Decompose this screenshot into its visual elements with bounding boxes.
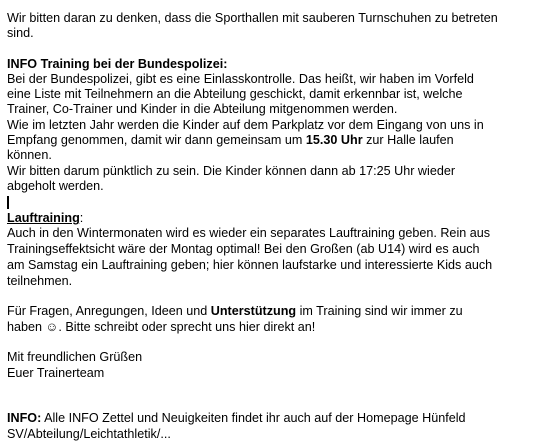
fragen-line-2: haben ☺. Bitte schreibt oder sprecht uns hier direkt an! [7, 320, 316, 334]
fragen-text-after: im Training sind wir immer zu [296, 304, 463, 318]
info-line-2: SV/Abteilung/Leichtathletik/... [7, 427, 171, 441]
bundespolizei-heading: INFO Training bei der Bundespolizei: [7, 57, 228, 71]
lauftraining-heading-line [7, 211, 83, 226]
text-cursor [7, 196, 9, 209]
unterstuetzung-word: Unterstützung [210, 304, 297, 318]
fragen-line-1 [7, 304, 463, 319]
bundespolizei-line-1: Bei der Bundespolizei, gibt es eine Einlasskontrolle. Das heißt, wir haben im Vorfeld [7, 72, 474, 86]
start-time: 15.30 Uhr [305, 133, 363, 147]
info-label: INFO: [7, 411, 42, 425]
lauftraining-heading: Lauftraining [7, 211, 80, 225]
lauftraining-line-1: Auch in den Wintermonaten wird es wieder ein separates Lauftraining geben. Rein aus [7, 226, 491, 240]
heading-colon: : [79, 211, 84, 225]
bundespolizei-line-6: können. [7, 148, 52, 162]
lauftraining-line-4: teilnehmen. [7, 274, 73, 288]
signature-line: Euer Trainerteam [7, 366, 105, 380]
intro-line-1: Wir bitten daran zu denken, dass die Sporthallen mit sauberen Turnschuhen zu betreten [7, 11, 498, 25]
greeting-line: Mit freundlichen Grüßen [7, 350, 143, 364]
time-text-after: zur Halle laufen [362, 133, 454, 147]
info-text: Alle INFO Zettel und Neuigkeiten findet ihr auch auf der Homepage Hünfeld [41, 411, 466, 425]
lauftraining-line-2: Trainingseffektsicht wäre der Montag optimal! Bei den Großen (ab U14) wird es auch [7, 242, 480, 256]
bundespolizei-line-7: Wir bitten darum pünktlich zu sein. Die Kinder können dann ab 17:25 Uhr wieder [7, 164, 456, 178]
bundespolizei-line-5 [7, 133, 454, 148]
bundespolizei-line-8: abgeholt werden. [7, 179, 104, 193]
bundespolizei-line-2: eine Liste mit Teilnehmern an die Abteilung geschickt, damit erkennbar ist, welche [7, 87, 463, 101]
bundespolizei-line-4: Wie im letzten Jahr werden die Kinder auf dem Parkplatz vor dem Eingang von uns in [7, 118, 484, 132]
intro-line-2: sind. [7, 26, 34, 40]
time-text-before: Empfang genommen, damit wir dann gemeinsam um [7, 133, 306, 147]
fragen-text-before: Für Fragen, Anregungen, Ideen und [7, 304, 211, 318]
lauftraining-line-3: am Samstag ein Lauftraining geben; hier können laufstarke und interessierte Kids auch [7, 258, 493, 272]
info-line-1 [7, 411, 466, 426]
bundespolizei-line-3: Trainer, Co-Trainer und Kinder in die Abteilung mitgenommen werden. [7, 102, 398, 116]
